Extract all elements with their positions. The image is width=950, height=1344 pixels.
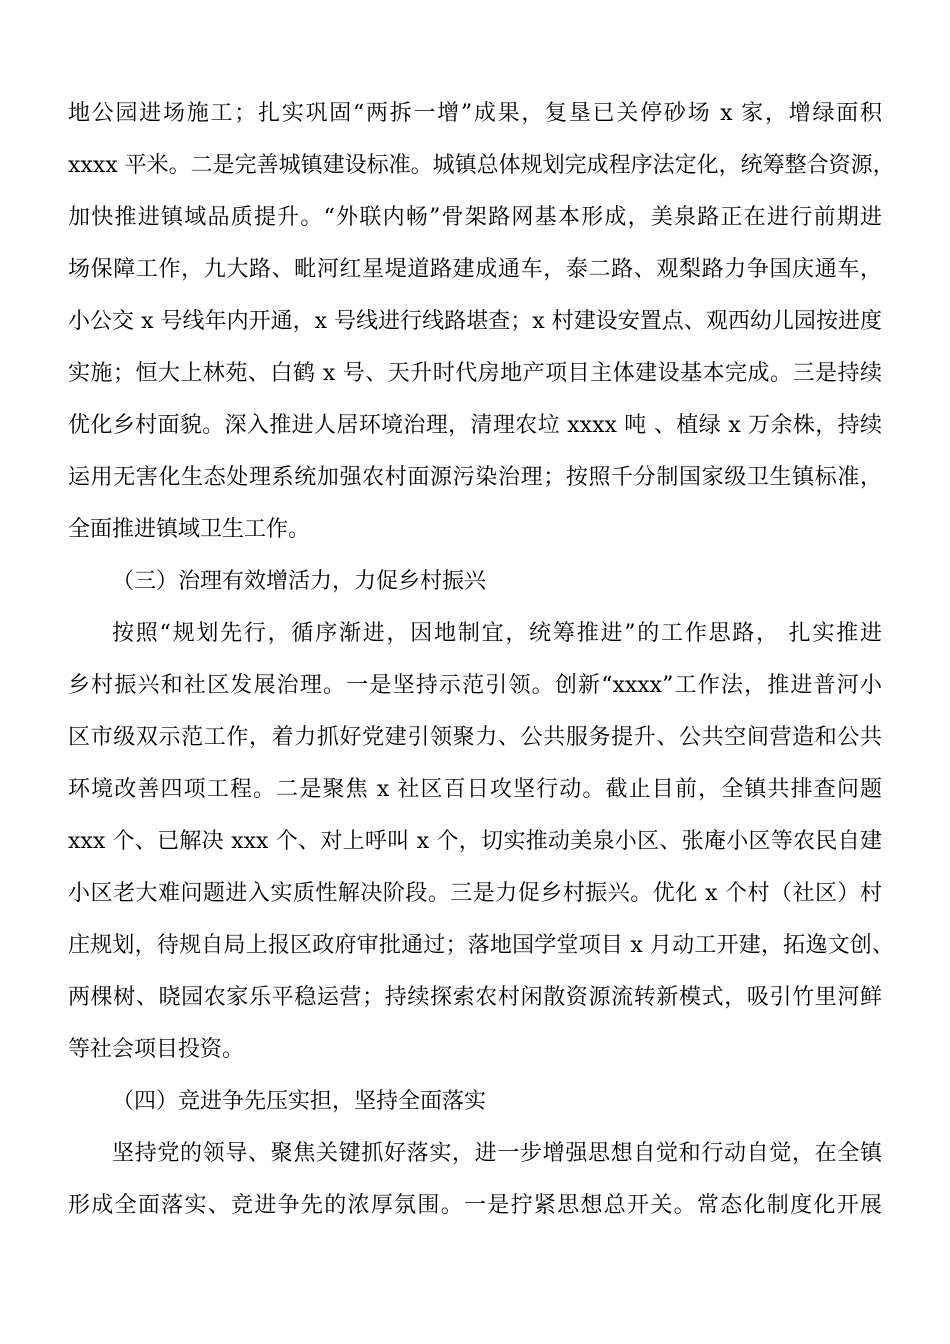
body-line: xxxx 平米。二是完善城镇建设标准。城镇总体规划完成程序法定化，统筹整合资源， (68, 153, 895, 178)
body-line: 庄规划，待规自局上报区政府审批通过；落地国学堂项目 x 月动工开建，拓逸文创、 (68, 933, 894, 958)
body-line: 区市级双示范工作，着力抓好党建引领聚力、公共服务提升、公共空间营造和公共 (68, 725, 882, 750)
body-line: 实施；恒大上林苑、白鹤 x 号、天升时代房地产项目主体建设基本完成。三是持续 (68, 361, 882, 386)
body-line: 场保障工作，九大路、毗河红星堤道路建成通车，泰二路、观梨路力争国庆通车， (68, 257, 882, 282)
body-line: 加快推进镇域品质提升。“外联内畅”骨架路网基本形成，美泉路正在进行前期进 (68, 205, 882, 230)
body-line: 两棵树、晓园农家乐平稳运营；持续探索农村闲散资源流转新模式，吸引竹里河鲜 (68, 985, 882, 1010)
body-line: 等社会项目投资。 (68, 1037, 245, 1062)
body-line: 乡村振兴和社区发展治理。一是坚持示范引领。创新“xxxx”工作法，推进普河小 (68, 673, 882, 698)
body-line: xxx 个、已解决 xxx 个、对上呼叫 x 个，切实推动美泉小区、张庵小区等农民自建 (68, 829, 882, 854)
body-line: 地公园进场施工；扎实巩固“两拆一增”成果，复垦已关停砂场 x 家，增绿面积 (68, 101, 882, 126)
body-line: 形成全面落实、竞进争先的浓厚氛围。一是拧紧思想总开关。常态化制度化开展 (68, 1193, 882, 1218)
body-line: 按照“规划先行，循序渐进，因地制宜，统筹推进”的工作思路， 扎实推进 (112, 621, 882, 646)
body-line: 全面推进镇域卫生工作。 (68, 517, 311, 542)
section-heading: （四）竞进争先压实担，坚持全面落实 (112, 1089, 487, 1114)
body-line: 坚持党的领导、聚焦关键抓好落实，进一步增强思想自觉和行动自觉，在全镇 (112, 1141, 882, 1166)
section-heading: （三）治理有效增活力，力促乡村振兴 (112, 569, 487, 594)
body-line: 小公交 x 号线年内开通，x 号线进行线路堪查；x 村建设安置点、观西幼儿园按进度 (68, 309, 882, 334)
body-line: 小区老大难问题进入实质性解决阶段。三是力促乡村振兴。优化 x 个村（社区）村 (68, 881, 882, 906)
body-line: 运用无害化生态处理系统加强农村面源污染治理；按照千分制国家级卫生镇标准， (68, 465, 882, 490)
body-line: 环境改善四项工程。二是聚焦 x 社区百日攻坚行动。截止目前，全镇共排查问题 (68, 777, 882, 802)
body-line: 优化乡村面貌。深入推进人居环境治理，清理农垃 xxxx 吨 、植绿 x 万余株，持续 (68, 413, 882, 438)
